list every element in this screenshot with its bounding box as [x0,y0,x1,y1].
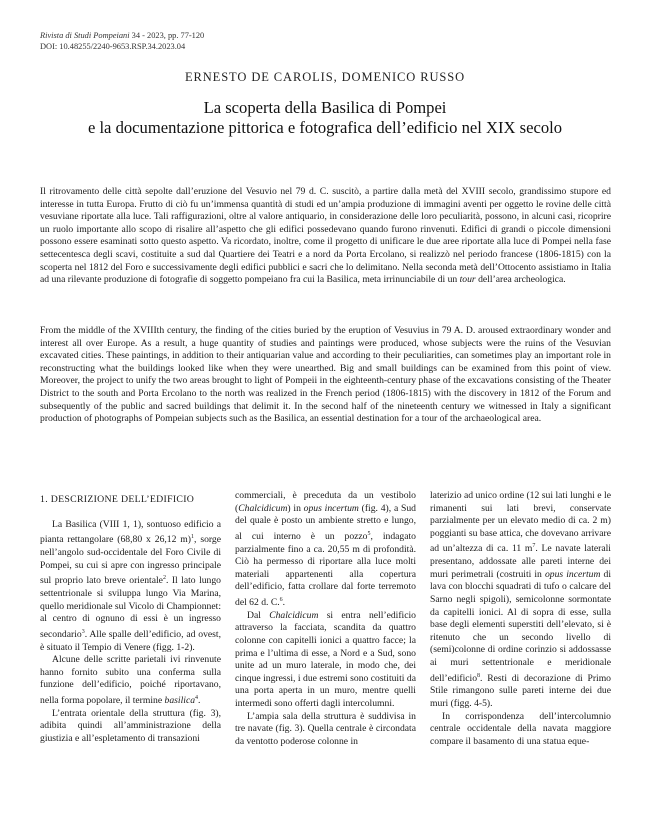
column-3 [430,490,611,816]
footnote-marker: 8 [477,672,481,679]
paragraph [40,654,221,708]
text-run: si entra nell’edificio attraverso la facciata, scandita da quattro colonne con capitelli ionici a quattro facce; la prima e l’ultima di esse, a Nord e a Sud, sono unite ad un muro laterale, in modo che, dei cinque ingressi, i due estremi sono costituiti da una porta aperta in un muro, mentre quelli intermedi sono offerti dagli intercolumni. [235,609,416,709]
title-line-2: e la documentazione pittorica e fotografica dell’edificio nel XIX secolo [87,117,563,137]
journal-header [40,30,204,52]
text-run: , indagato parzialmente fino a ca. 20,55 m di profondità. Ciò ha permesso di riportare alla luce molti materiali appartenenti alla copertura dell’edificio, fatta crollare dal forte terremoto del 62 d. C. [235,531,416,609]
column-2 [235,490,416,816]
paragraph [235,610,416,711]
text-run: (fig. 4), a Sud del quale è posto un ambiente stretto e lungo, al cui interno è un pozzo [235,502,416,542]
italic-term: basilica [164,695,196,707]
footnote-marker: 6 [279,596,283,603]
footnote-marker: 7 [532,543,536,550]
column-1 [40,490,221,816]
abstract-it-text: Il ritrovamento delle città sepolte dall’eruzione del Vesuvio nel 79 d. C. suscitò, a partire dalla metà del XVIII secolo, grandissimo stupore ed interesse in tutta Europa. Frutto di ciò fu un’immensa quantità di studi ed un’ampia produzione di immagini aventi per oggetto le rovine delle città vesuviane riportate alla luce. Tali raffigurazioni, oltre al valore antiquario, in considerazione delle loro peculiarità, possono, in alcuni casi, ricoprire un ruolo importante allo scopo di risalire all’aspetto che gli edifici possedevano quando furono rinvenuti. Edifici di grandi o piccole dimensioni possono essere esaminati sotto questo aspetto. Va ricordato, inoltre, come il progetto di unificare le due aree riportate alla luce di Pompei nella fase settecentesca degli scavi, costituite a sud dal Quartiere dei Teatri e a nord da Porta Ercolano, si realizzò nel periodo francese (1806-1815) con la scoperta nel 1812 del Foro e successivamente degli edifici pubblici e sacri che lo delimitano. Nella seconda metà dell’Ottocento assistiamo in Italia ad una rilevante produzione di fotografie di soggetto pompeiano fra cui la Basilica, meta irrinunciabile di un [40,186,611,286]
text-run: . [198,695,201,707]
body-columns [40,490,611,816]
text-run: . [282,597,286,609]
text-run: . Alle spalle dell’edificio, ad ovest, è situato il Tempio di Venere (figg. 1-2). [40,629,221,653]
paragraph [430,490,611,711]
abstract-it-italic: tour [459,274,476,286]
authors: ERNESTO DE CAROLIS, DOMENICO RUSSO [184,70,466,84]
title-line-1: La scoperta della Basilica di Pompei [203,98,447,117]
section-heading: 1. DESCRIZIONE DELL’EDIFICIO [40,494,195,505]
text-run: La Basilica (VIII 1, 1), sontuoso edificio a pianta rettangolare (68,80 x 26,12 m) [40,518,221,546]
paragraph [40,519,221,655]
journal-issue: 34 - 2023, pp. 77-120 [129,31,205,40]
italic-term: opus incertum [544,568,601,580]
text-run: , sorge nell’angolo sud-occidentale del Foro Civile di Pompei, su cui si apre con ingresso principale sul proprio lato breve orientale [40,534,221,587]
text-run: laterizio ad unico ordine (12 sui lati lunghi e le rimanenti sui lati brevi, conservate parzialmente per un elevato medio di ca. 2 m) poggianti su base attica, che dovevano arrivare ad un’altezza di ca. 11 m [430,490,611,555]
abstract-it-text-end: dell’area archeologica. [475,274,566,286]
footnote-marker: 2 [162,575,166,582]
paragraph: L’entrata orientale della struttura (fig. 3), adibita quindi all’amministrazione della giustizia e all’espletamento di transazioni [40,707,221,744]
text-run: . Il lato lungo settentrionale si sviluppa lungo Via Marina, quello meridionale sul Vicolo di Championnet: al centro di ognuno di essi è un ingresso secondario [40,575,221,640]
article-title [0,98,650,137]
footnote-marker: 1 [191,534,195,541]
footnote-marker: 3 [81,628,85,635]
doi: DOI: 10.48255/2240-9653.RSP.34.2023.04 [40,42,186,51]
paragraph: L’ampia sala della struttura è suddivisa in tre navate (fig. 3). Quella centrale è circondata da ventotto poderose colonne in [235,710,416,747]
journal-name: Rivista di Studi Pompeiani [40,31,130,40]
text-run: commerciali, è preceduta da un vestibolo ( [235,490,416,514]
footnote-marker: 5 [367,530,371,537]
paragraph [235,490,416,610]
paragraph: In corrispondenza dell’intercolumnio centrale occidentale della navata maggiore compare il basamento di una statua eque- [430,710,611,747]
text-run: . Le navate laterali presentano, addossate alle pareti interne dei muri perimetrali (costruiti in [430,543,611,580]
italic-term: Chalcidicum [238,502,288,514]
text-run: ) in [287,502,304,514]
text-run: di lava con blocchi squadrati di tufo o calcare del Sarno negli spigoli), semicolonne sormontate da capitelli ionici. Al di sopra di esse, sulla base degli elementi superstiti dell’elevato, si è ritenuto che un secondo livello di (semi)colonne di ordine corinzio si addossasse ai muri settentrionale e meridionale dell’edificio [430,568,611,684]
footnote-marker: 4 [195,694,199,701]
abstract-italian [40,186,611,287]
italic-term: opus incertum [303,502,359,514]
text-run: Dal [247,609,270,621]
text-run: Alcune delle scritte parietali ivi rinvenute hanno fornito subito una conferma sulla funzione dell’edificio, poiché riportavano, nella forma popolare, il termine [40,654,221,707]
text-run: . Resti di decorazione di Primo Stile rimangono sulle pareti interne dei due muri (figg. 4-5). [430,672,611,709]
abstract-english: From the middle of the XVIIIth century, the finding of the cities buried by the eruption of Vesuvius in 79 A. D. aroused extraordinary wonder and interest all over Europe. As a result, a huge quantity of studies and paintings were produced, whose subjects were the ruins of the Vesuvian excavated cities. These paintings, in addition to their antiquarian value and according to their peculiarities, can sometimes play an important role in reconstructing what the buildings looked like when they were unearthed. Big and small buildings can be examined from this point of view. Moreover, the project to unify the two areas brought to light of Pompeii in the eighteenth-century phase of the excavations consisting of the Theater District to the south and Porta Ercolano to the north was realized in the French period (1806-1815) with the discovery in 1812 of the Forum and subsequently of the public and sacred buildings that delimit it. In the second half of the nineteenth century we witnessed in Italy a significant production of photographs of Pompeian subjects such as the Basilica, an essential destination for a tour of the archaeological area. [40,325,611,425]
italic-term: Chalcidicum [269,609,319,621]
